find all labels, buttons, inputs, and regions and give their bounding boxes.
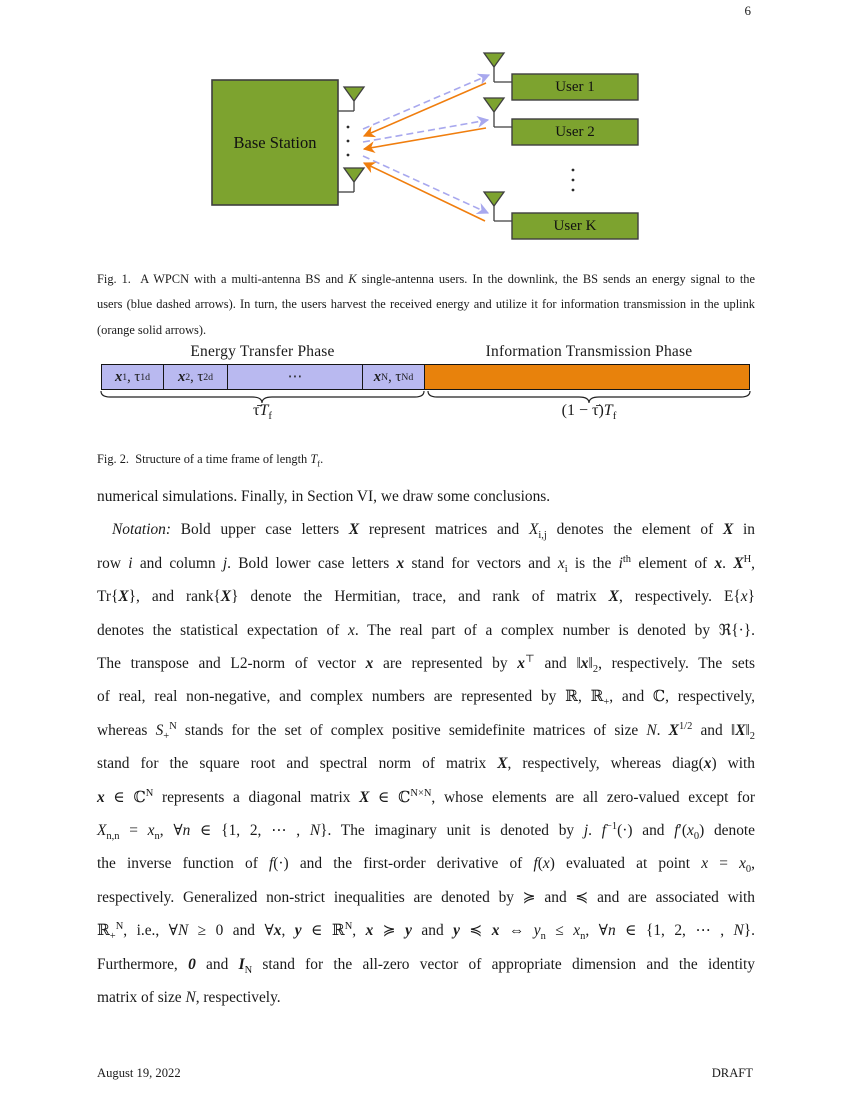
figure-1-diagram bbox=[0, 40, 850, 265]
downlink-arrow bbox=[363, 75, 489, 129]
fig1-caption-line-2: users (blue dashed arrows). In turn, the users harvest the received energy and utilize it for information transmission in the uplink bbox=[97, 297, 755, 312]
uplink-arrow bbox=[364, 163, 485, 221]
energy-slot-cell-3: ⋯ bbox=[228, 365, 363, 389]
body-line-5: The transpose and L2-norm of vector x are represented by x⊤ and $‖x‖_2$, respectively. The sets bbox=[97, 653, 755, 676]
body-line-8: stand for the square root and spectral norm of matrix X, respectively, whereas diag(x) with bbox=[97, 755, 756, 773]
user-1-box bbox=[512, 74, 638, 100]
body-text bbox=[97, 480, 755, 1015]
energy-slot-cell-1: x 1 , τ 1 d bbox=[102, 365, 164, 389]
footer-date: August 19, 2022 bbox=[97, 1066, 181, 1080]
energy-slot-cell-4: x N , τ N d bbox=[363, 365, 425, 389]
user-1-label: User 1 bbox=[555, 79, 595, 95]
footer-draft: DRAFT bbox=[711, 1066, 753, 1080]
body-line-9: x ∈ ℂ$^N$ represents a diagonal matrix X ∈ ℂ$^{N\times N}$, whose elements are all zero-valued except for bbox=[97, 787, 755, 806]
antenna-icon bbox=[338, 168, 364, 192]
body-line-2: row i and column j. Bold lower case letters x stand for vectors and $x_i$ is the $i^{th}$ element of x. $X^H$, bbox=[97, 553, 755, 575]
base-station-label: Base Station bbox=[233, 133, 317, 152]
body-line-12: respectively. Generalized non-strict inequalities are denoted by ≽ and ≼ and are associated with bbox=[97, 888, 755, 906]
body-pre-line: numerical simulations. Finally, in Section VI, we draw some conclusions. bbox=[97, 488, 551, 505]
base-station-box bbox=[212, 80, 338, 205]
user-k-label: User K bbox=[553, 218, 597, 234]
page-number: 6 bbox=[744, 3, 751, 18]
body-line-14: Furthermore, 0 and $I_N$ stand for the all-zero vector of appropriate dimension and the identity bbox=[97, 955, 755, 976]
energy-phase-duration-label: $\taūT_f$ bbox=[253, 402, 272, 423]
antenna-icon bbox=[484, 53, 512, 82]
body-line-6: of real, real non-negative, and complex numbers are represented by ℝ, ℝ$_+$, and ℂ, respectively, bbox=[97, 688, 756, 709]
page-footer bbox=[97, 1066, 753, 1081]
figure-1-caption bbox=[97, 267, 755, 343]
information-transmission-phase-label: Information Transmission Phase bbox=[485, 343, 693, 360]
antenna-icon bbox=[338, 87, 364, 111]
information-phase-duration-label: $(1 - \taū)T_f$ bbox=[561, 402, 617, 423]
time-frame-bar bbox=[101, 364, 750, 390]
body-line-15: matrix of size N, respectively. bbox=[97, 989, 281, 1007]
body-line-13: ℝ$_+^N$, i.e., ∀N ≥ 0 and ∀x, y ∈ ℝ$^N$, x ≽ y and y ≼ x ⇔ $y_n \le x_n$, ∀n ∈ {1, 2, ⋯ , N}. bbox=[97, 921, 756, 943]
downlink-arrow bbox=[363, 156, 488, 213]
body-line-11: the inverse function of f(·) and the first-order derivative of f(x) evaluated at point $x = x_0$, bbox=[97, 855, 755, 876]
energy-phase-cells bbox=[102, 365, 425, 389]
body-line-7: whereas $S_+^N$ stands for the set of complex positive semidefinite matrices of size N. $X^{1/2}$ and $‖X‖_2$ bbox=[97, 720, 756, 742]
vertical-ellipsis-dots bbox=[572, 169, 575, 192]
antenna-icon bbox=[484, 192, 512, 221]
uplink-arrow bbox=[364, 128, 486, 149]
body-line-3: Tr{X}, and rank{X} denote the Hermitian, trace, and rank of matrix X, respectively. E{x} bbox=[97, 588, 755, 606]
antenna-icon bbox=[484, 98, 512, 127]
information-phase-segment bbox=[425, 365, 749, 389]
uplink-arrow bbox=[364, 83, 486, 136]
energy-transfer-phase-label: Energy Transfer Phase bbox=[190, 343, 335, 360]
fig1-caption-line-1: Fig. 1. A WPCN with a multi-antenna BS and K single-antenna users. In the downlink, the BS sends an energy signal to the bbox=[97, 272, 755, 286]
body-line-10: $X_{n,n} = x_n$, ∀n ∈ {1, 2, ⋯ , N}. The imaginary unit is denoted by j. $f^{-1}(\cdot)$ and $f'(x_0)$ denote bbox=[97, 820, 755, 843]
notation-paragraph bbox=[97, 513, 755, 1014]
vertical-ellipsis-dots bbox=[347, 126, 350, 157]
fig1-caption-line-3: (orange solid arrows). bbox=[97, 322, 207, 337]
user-k-box bbox=[512, 213, 638, 239]
user-2-label: User 2 bbox=[555, 124, 595, 140]
user-2-box bbox=[512, 119, 638, 145]
energy-slot-cell-2: x 2 , τ 2 d bbox=[164, 365, 228, 389]
body-line-4: denotes the statistical expectation of x. The real part of a complex number is denoted by ℜ{·}. bbox=[97, 621, 756, 639]
figure-2-caption: Fig. 2. Structure of a time frame of length $T_f$. bbox=[97, 452, 324, 469]
body-line-1: Notation: Bold upper case letters X represent matrices and $X_{i,j}$ denotes the element of X in bbox=[112, 521, 755, 542]
